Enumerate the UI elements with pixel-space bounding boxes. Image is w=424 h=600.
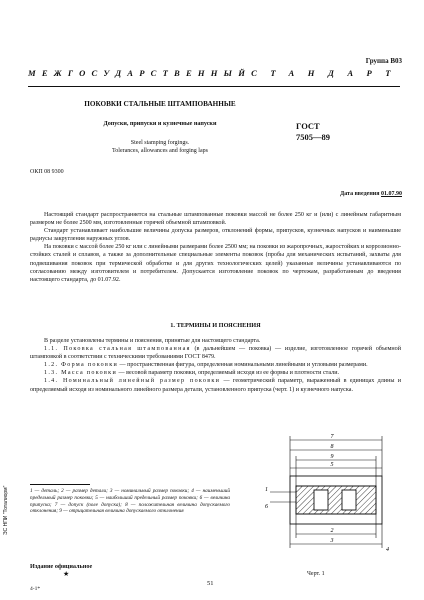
english-title [28,139,292,155]
term-name: 1.2. Форма поковки [44,362,119,369]
figure-legend: 1 — деталь; 2 — размер детали; 3 — номинальный размер поковки; 4 — наименьший предельный размер поковки; 5 — наибольший предельный размер поковки; 6 — величина припуска; 7 — допуск (поле допуска); 8 — положительная величина допускаемого отклонения; 9 — отрицательная величина допускаемого отклонения [30,488,230,515]
gost-number [296,121,330,143]
document-subtitle: Допуски, припуски и кузнечные напуски [103,121,217,127]
interstate-heading-word: МЕЖГОСУДАРСТВЕННЫЙ [28,68,252,78]
intro-text [30,211,401,284]
top-rule [28,86,400,87]
date-label: Дата введения [340,191,380,197]
hole-left [314,490,328,510]
term-1-4 [30,377,401,393]
sheet-mark: 4-1* [30,586,41,592]
document-title: ПОКОВКИ СТАЛЬНЫЕ ШТАМПОВАННЫЕ [84,100,236,108]
part-body [296,486,376,514]
english-title-line2: Tolerances, allowances and forging laps [112,148,208,154]
fig-number: 8 [330,444,334,450]
interstate-standard-heading [28,68,405,78]
section-lead: В разделе установлены термины и пояснения, принятые для настоящего стандарта. [44,338,261,344]
introduction-date [340,191,402,197]
fig-number: 1 [265,487,268,493]
intro-paragraph-2: Стандарт устанавливает наибольшие величины допуска размеров, отклонений формы, припусков, кузнечных напусков и наименьшие радиусы закругления наружных углов. [30,228,401,243]
term-1-3 [30,369,401,377]
interstate-heading-word: СТАНДАРТ [251,68,405,78]
term-1-2 [30,361,401,369]
hole-right [342,490,356,510]
fig-number: 9 [330,454,334,460]
term-definition: — пространственная фигура, определенная номинальными линейными и угловыми размерами. [118,362,368,369]
side-imprint: ЭС НПИ "Тоталиорм" [3,485,9,535]
fig-number: 5 [330,462,334,468]
fig-number: 6 [265,504,268,510]
legend-rule [30,484,90,485]
term-name: 1.4. Номинальный линейный размер поковки [44,378,221,385]
intro-paragraph-1: Настоящий стандарт распространяется на стальные штампованные поковки массой не более 250 кг и (или) с линейным габаритным размером не более 2500 мм, изготовленные горячей объемной штамповкой. [30,212,401,227]
date-value: 01.07.90 [381,191,402,197]
group-code: Группа В03 [365,57,402,65]
fig-number: 4 [386,547,389,553]
fig-number: 2 [330,528,334,534]
drawing-figure-1 [262,430,402,572]
gost-label: ГОСТ [296,121,320,131]
section-title: 1. ТЕРМИНЫ И ПОЯСНЕНИЯ [170,322,261,329]
term-definition: (в дальнейшем — поковка) — изделие, изготовленное горячей объемной штамповкой в соответствии с техническими требованиями ГОСТ 8479. [30,346,401,361]
fig-number: 7 [330,434,334,440]
term-definition: — геометрический параметр, выраженный в единицах длины и определяемый исходя из номинального линейного размера детали, установленного припуска (черт. 1) и кузнечного напуска. [30,378,401,393]
fig-number: 3 [330,538,334,544]
term-1-1 [30,345,401,361]
term-definition: — весовой параметр поковки, определяемый исходя из ее формы и плотности стали. [117,370,339,377]
terms-text [30,337,401,394]
figure-caption: Черт. 1 [307,571,325,577]
star-mark: ★ [63,570,70,578]
english-title-line1: Steel stamping forgings. [130,140,190,146]
term-name: 1.3. Масса поковки [44,370,118,377]
term-name: 1.1. Поковка стальная штампованная [44,346,191,353]
official-edition: Издание официальное [30,563,93,570]
intro-paragraph-3: На поковки с массой более 250 кг или с линейными размерами более 2500 мм; на поковки из жаропрочных, жаростойких и коррозионно-стойких сталей и сплавов, а также за дополнительные специальные элементы поковок (пробы для механических испытаний, захваты для подвешивания поковок при термической обработке и для других технологических целей) указанные величины устанавливаются по согласованию между изготовителем и потребителем. Допускается изготовление поковок по чертежам, разработанным до введения настоящего стандарта, до 01.07.92. [30,244,401,283]
gost-code: 7505—89 [296,132,330,142]
okp-code: ОКП 08 9300 [30,169,64,175]
page-number: 51 [207,580,214,587]
